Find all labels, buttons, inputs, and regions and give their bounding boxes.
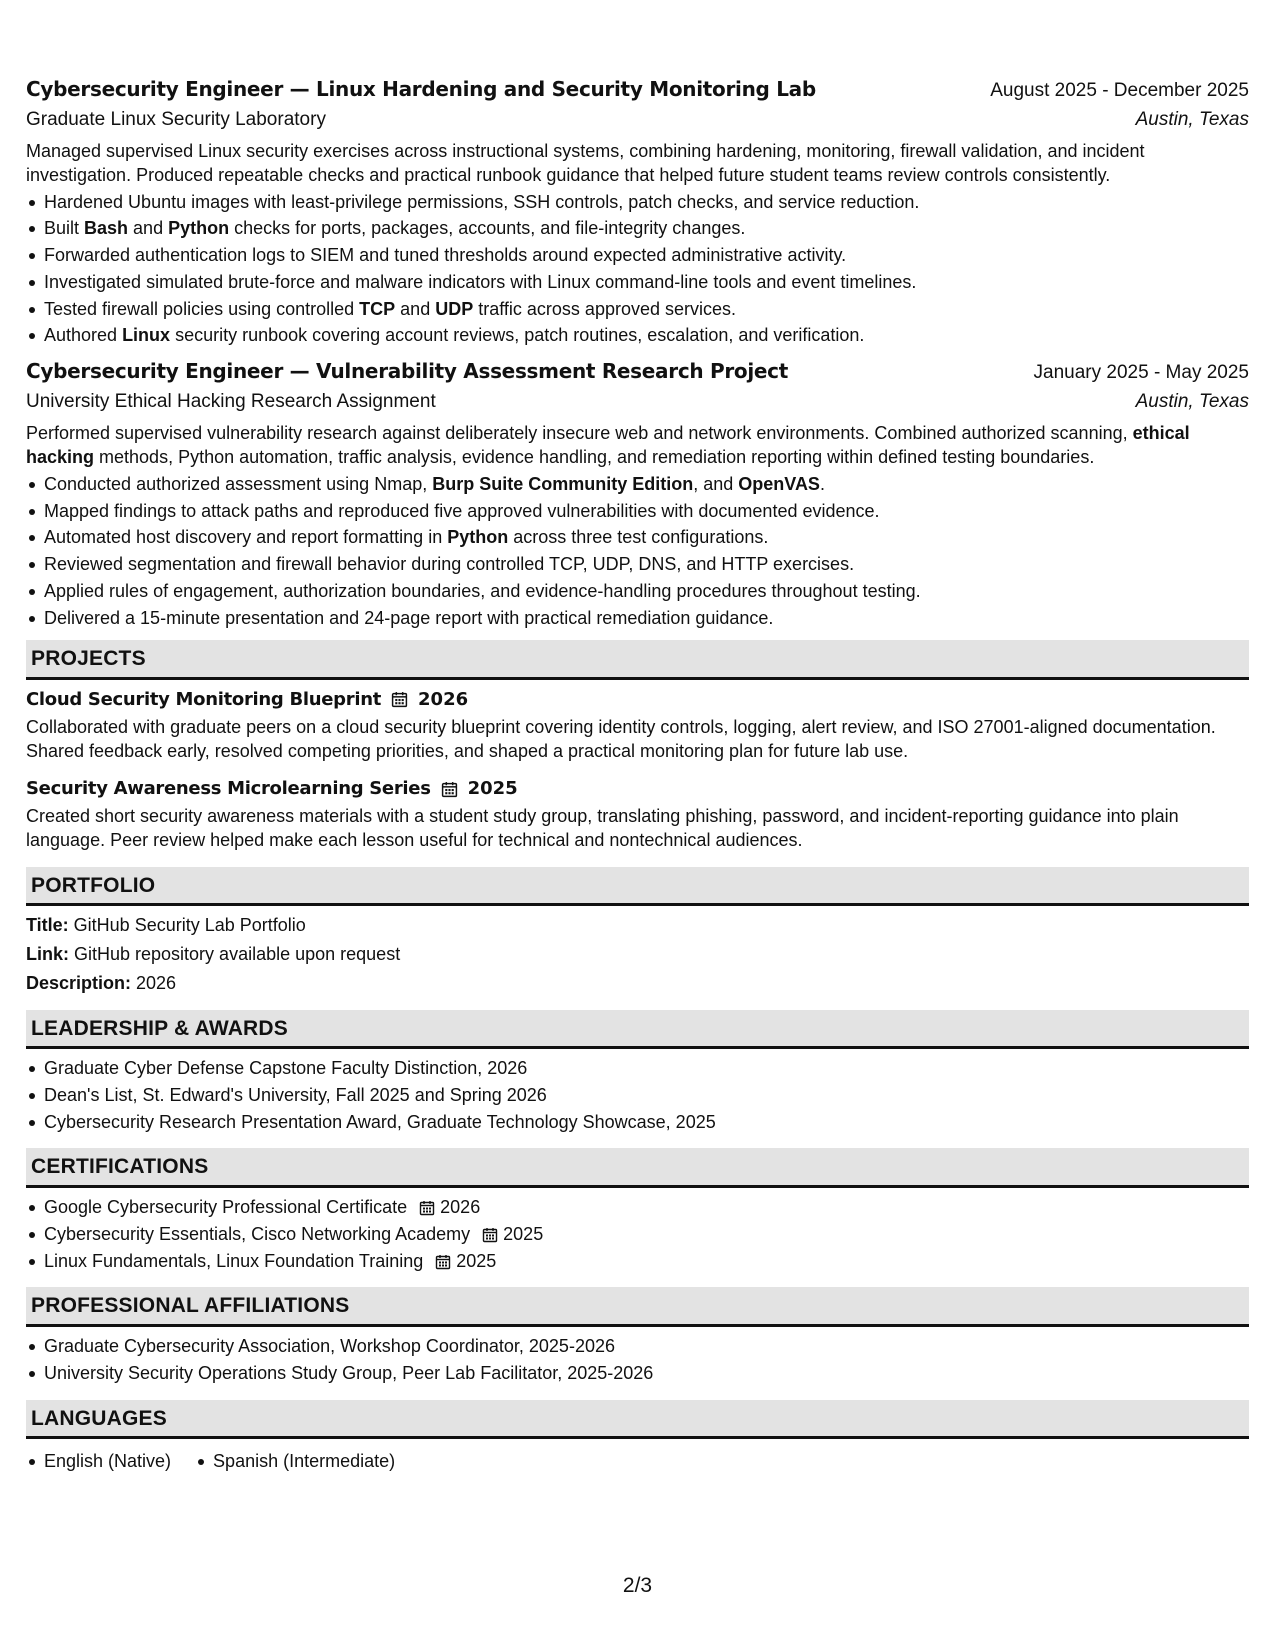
calendar-icon	[482, 1227, 498, 1243]
section-heading-languages: LANGUAGES	[26, 1400, 1249, 1440]
list-item: University Security Operations Study Group, Peer Lab Facilitator, 2025-2026	[26, 1362, 1249, 1386]
section-heading-certifications: CERTIFICATIONS	[26, 1148, 1249, 1188]
calendar-icon	[419, 1200, 435, 1216]
calendar-icon	[435, 1254, 451, 1270]
list-item: Forwarded authentication logs to SIEM and tuned thresholds around expected administrative activity.	[26, 244, 1249, 268]
list-item: Spanish (Intermediate)	[195, 1450, 395, 1474]
project-description: Collaborated with graduate peers on a cloud security blueprint covering identity controls, logging, alert review, and ISO 27001-aligned documentation. Shared feedback early, resolved competing priorities, and shaped a practical monitoring plan for future lab use.	[26, 716, 1216, 761]
project-title: Cloud Security Monitoring Blueprint	[26, 689, 382, 711]
project-description: Created short security awareness materials with a student study group, translating phishing, password, and incident-reporting guidance into plain language. Peer review helped make each lesson useful for technical and nontechnical audiences.	[26, 806, 1179, 850]
affiliations-list	[26, 1335, 1249, 1386]
job-organization: University Ethical Hacking Research Assignment	[26, 391, 436, 413]
project-entry	[26, 777, 1249, 852]
project-year: 2026	[418, 689, 469, 711]
project-title: Security Awareness Microlearning Series	[26, 778, 431, 800]
list-item: Conducted authorized assessment using Nmap, Burp Suite Community Edition, and OpenVAS.	[26, 473, 1249, 497]
experience-entry-vuln-assessment	[26, 358, 1249, 630]
project-entry	[26, 688, 1249, 763]
section-heading-projects: PROJECTS	[26, 640, 1249, 680]
list-item: Graduate Cyber Defense Capstone Faculty Distinction, 2026	[26, 1057, 1249, 1081]
portfolio-title: Title: GitHub Security Lab Portfolio	[26, 915, 306, 936]
section-heading-leadership: LEADERSHIP & AWARDS	[26, 1010, 1249, 1050]
section-heading-portfolio: PORTFOLIO	[26, 867, 1249, 907]
list-item: Automated host discovery and report formatting in Python across three test configurations.	[26, 526, 1249, 550]
list-item: Built Bash and Python checks for ports, packages, accounts, and file-integrity changes.	[26, 217, 1249, 241]
project-year: 2025	[467, 778, 518, 800]
list-item: English (Native)	[26, 1450, 171, 1474]
job-summary: Performed supervised vulnerability research against deliberately insecure web and network environments. Combined authorized scanning, ethical hacking methods, Python automation, traffic analysis, evidence handling, and remediation reporting within defined testing boundaries.	[26, 423, 1190, 468]
job-dates: August 2025 - December 2025	[990, 80, 1249, 101]
list-item: Graduate Cybersecurity Association, Workshop Coordinator, 2025-2026	[26, 1335, 1249, 1359]
list-item: Reviewed segmentation and firewall behavior during controlled TCP, UDP, DNS, and HTTP exercises.	[26, 553, 1249, 577]
list-item: Google Cybersecurity Professional Certificate 2026	[26, 1196, 1249, 1220]
list-item: Authored Linux security runbook covering account reviews, patch routines, escalation, and verification.	[26, 324, 1249, 348]
calendar-icon	[441, 781, 458, 798]
job-title: Cybersecurity Engineer — Vulnerability Assessment Research Project	[26, 359, 788, 384]
job-location: Austin, Texas	[1135, 391, 1249, 413]
job-summary: Managed supervised Linux security exercises across instructional systems, combining hardening, monitoring, firewall validation, and incident investigation. Produced repeatable checks and practical runbook guidance that helped future student teams review controls consistently.	[26, 141, 1145, 185]
portfolio-description: Description: 2026	[26, 972, 177, 993]
section-heading-affiliations: PROFESSIONAL AFFILIATIONS	[26, 1287, 1249, 1327]
leadership-list	[26, 1057, 1249, 1134]
languages-list	[26, 1447, 1249, 1474]
list-item: Linux Fundamentals, Linux Foundation Training 2025	[26, 1250, 1249, 1274]
job-organization: Graduate Linux Security Laboratory	[26, 109, 326, 131]
certifications-list	[26, 1196, 1249, 1273]
job-location: Austin, Texas	[1135, 109, 1249, 131]
job-dates: January 2025 - May 2025	[1033, 362, 1249, 384]
page-number: 2/3	[622, 1574, 653, 1597]
portfolio-link: Link: GitHub repository available upon request	[26, 944, 401, 964]
calendar-icon	[391, 691, 408, 708]
list-item: Tested firewall policies using controlled TCP and UDP traffic across approved services.	[26, 298, 1249, 322]
job-bullets	[26, 473, 1249, 631]
list-item: Delivered a 15-minute presentation and 24-page report with practical remediation guidance.	[26, 607, 1249, 631]
job-bullets	[26, 191, 1249, 349]
list-item: Hardened Ubuntu images with least-privilege permissions, SSH controls, patch checks, and service reduction.	[26, 191, 1249, 215]
job-title: Cybersecurity Engineer — Linux Hardening and Security Monitoring Lab	[26, 77, 816, 101]
list-item: Cybersecurity Research Presentation Award, Graduate Technology Showcase, 2025	[26, 1111, 1249, 1135]
list-item: Investigated simulated brute-force and malware indicators with Linux command-line tools and event timelines.	[26, 271, 1249, 295]
list-item: Mapped findings to attack paths and reproduced five approved vulnerabilities with documented evidence.	[26, 500, 1249, 524]
list-item: Dean's List, St. Edward's University, Fall 2025 and Spring 2026	[26, 1084, 1249, 1108]
list-item: Cybersecurity Essentials, Cisco Networking Academy 2025	[26, 1223, 1249, 1247]
list-item: Applied rules of engagement, authorization boundaries, and evidence-handling procedures throughout testing.	[26, 580, 1249, 604]
experience-entry-linux-lab	[26, 76, 1249, 348]
